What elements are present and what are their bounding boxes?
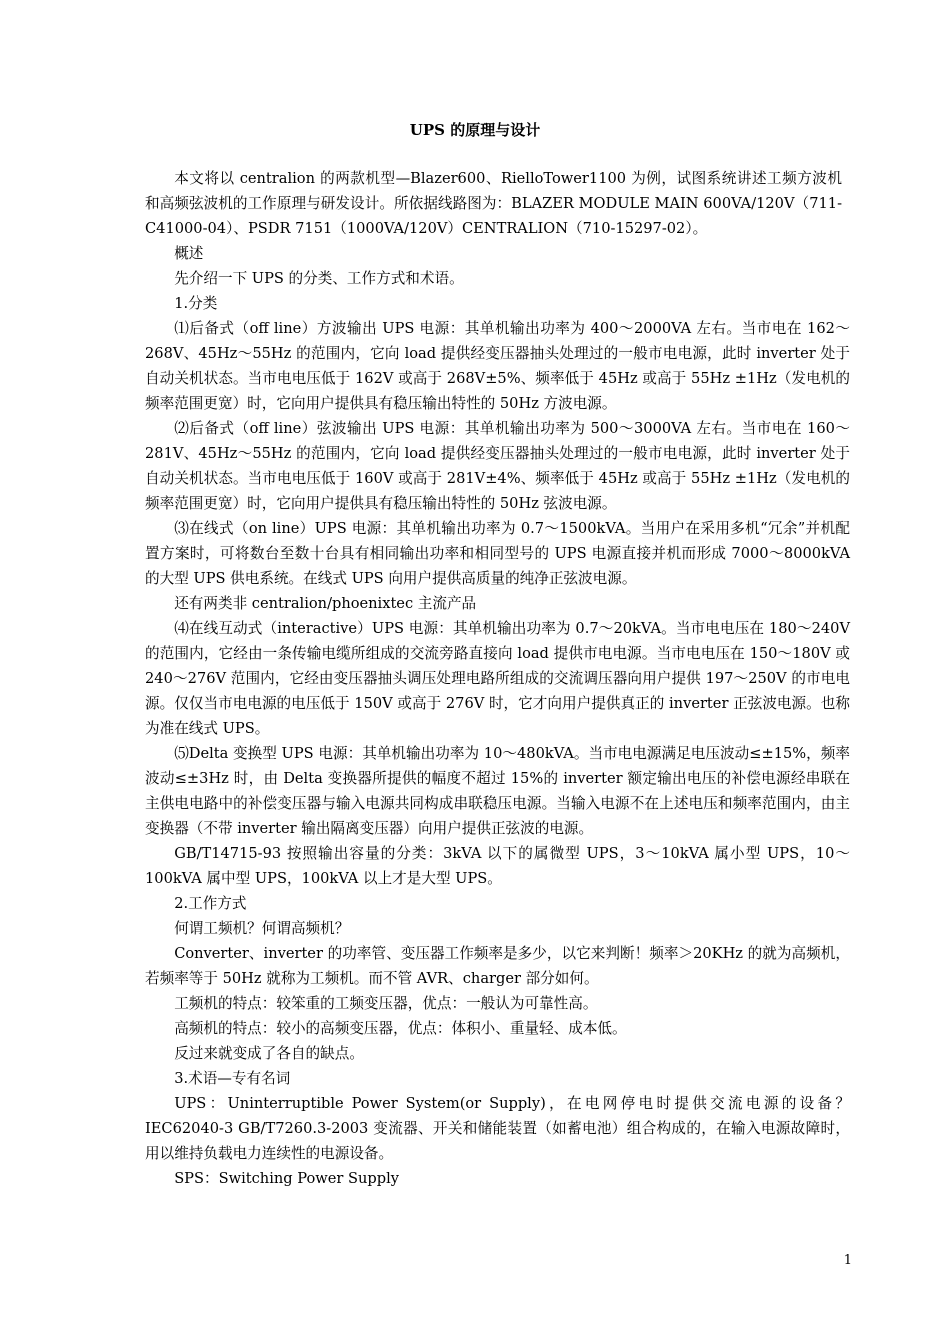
paragraph-ups-definition: UPS：Uninterruptible Power System(or Supply)，在电网停电时提供交流电源的设备？IEC62040-3 GB/T7260.3-2003 变流器、开关和储能装置（如蓄电池）组合构成的，在输入电源故障时，用以维持负载电力连续性的电源设备。 [145,1095,850,1162]
paragraph: 还有两类非 centralion/phoenixtec 主流产品 [174,595,477,612]
paragraph-delta: ⑸Delta 变换型 UPS 电源：其单机输出功率为 10～480kVA。当市电电源满足电压波动≤±15%，频率波动≤±3Hz 时，由 Delta 变换器所提供的幅度不超过 15%的 inverter 额定输出电压的补偿电源经串联在主供电电路中的补偿变压器与输入电源共同构成串联稳压电源。当输入电源不在上述电压和频率范围内，由主变换器（不带 inverter 输出隔离变压器）向用户提供正弦波的电源。 [145,745,850,837]
paragraph: 工频机的特点：较笨重的工频变压器，优点：一般认为可靠性高。 [174,995,598,1012]
section-heading-working-mode: 2.工作方式 [174,895,247,912]
paragraph: Converter、inverter 的功率管、变压器工作频率是多少，以它来判断！频率＞20KHz 的就为高频机，若频率等于 50Hz 就称为工频机。而不管 AVR、charger 部分如何。 [145,945,850,987]
paragraph-sps-definition: SPS：Switching Power Supply [174,1170,399,1187]
paragraph-interactive: ⑷在线互动式（interactive）UPS 电源：其单机输出功率为 0.7～20kVA。当市电电压在 180～240V 的范围内，它经由一条传输电缆所组成的交流旁路直接向 load 提供市电电源。当市电电压在 150～180V 或 240～276V 范围内，它经由变压器抽头调压处理电路所组成的交流调压器向用户提供 197～250V 的市电电源。仅仅当市电电源的电压低于 150V 或高于 276V 时，它才向用户提供真正的 inverter 正弦波电源。也称为准在线式 UPS。 [145,620,850,737]
section-heading-classification: 1.分类 [174,295,218,312]
document-body [145,166,850,1191]
document-title: UPS 的原理与设计 [409,121,541,139]
paragraph-online: ⑶在线式（on line）UPS 电源：其单机输出功率为 0.7～1500kVA。当用户在采用多机“冗余”并机配置方案时，可将数台至数十台具有相同输出功率和相同型号的 UPS 电源直接并机而形成 7000～8000kVA 的大型 UPS 供电系统。在线式 UPS 向用户提供高质量的纯净正弦波电源。 [145,520,850,587]
page-number: 1 [843,1253,852,1268]
section-heading-overview: 概述 [174,245,204,262]
paragraph: 何谓工频机？何谓高频机？ [174,920,350,937]
paragraph-offline-sine: ⑵后备式（off line）弦波输出 UPS 电源：其单机输出功率为 500～3000VA 左右。当市电在 160～281V、45Hz～55Hz 的范围内，它向 load 提供经变压器抽头处理过的一般市电电源，此时 inverter 处于自动关机状态。当市电电压低于 160V 或高于 281V±4%、频率低于 45Hz 或高于 55Hz ±1Hz（发电机的频率范围更宽）时，它向用户提供具有稳压输出特性的 50Hz 弦波电源。 [145,420,850,512]
paragraph-intro: 本文将以 centralion 的两款机型—Blazer600、RielloTower1100 为例，试图系统讲述工频方波机和高频弦波机的工作原理与研发设计。所依据线路图为：BLAZER MODULE MAIN 600VA/120V（711-C41000-04）、PSDR 7151（1000VA/120V）CENTRALION（710-15297-02）。 [145,170,842,237]
paragraph: 高频机的特点：较小的高频变压器，优点：体积小、重量轻、成本低。 [174,1020,627,1037]
paragraph-gb-standard: GB/T14715-93 按照输出容量的分类：3kVA 以下的属微型 UPS，3～10kVA 属小型 UPS，10～100kVA 属中型 UPS，100kVA 以上才是大型 UPS。 [145,845,850,887]
section-heading-terminology: 3.术语—专有名词 [174,1070,291,1087]
paragraph: 反过来就变成了各自的缺点。 [174,1045,364,1062]
paragraph: 先介绍一下 UPS 的分类、工作方式和术语。 [174,270,464,287]
paragraph-offline-square: ⑴后备式（off line）方波输出 UPS 电源：其单机输出功率为 400～2000VA 左右。当市电在 162～268V、45Hz～55Hz 的范围内，它向 load 提供经变压器抽头处理过的一般市电电源，此时 inverter 处于自动关机状态。当市电电压低于 162V 或高于 268V±5%、频率低于 45Hz 或高于 55Hz ±1Hz（发电机的频率范围更宽）时，它向用户提供具有稳压输出特性的 50Hz 方波电源。 [145,320,850,412]
